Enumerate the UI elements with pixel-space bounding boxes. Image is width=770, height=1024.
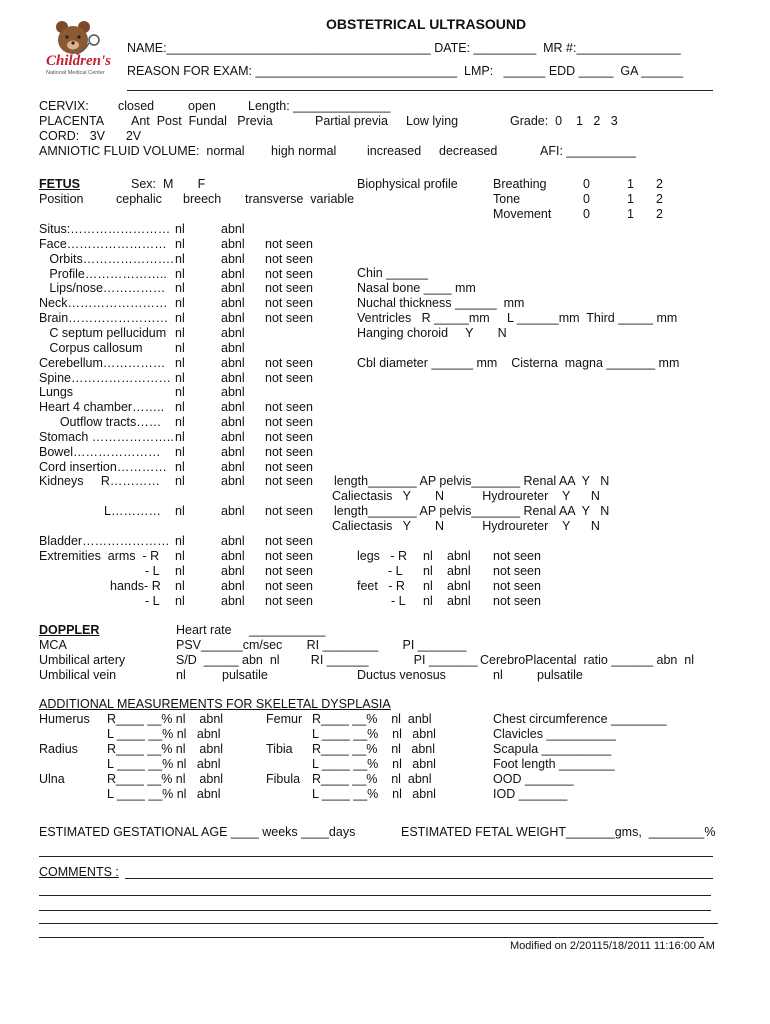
anatomy-not-seen-option[interactable]: not seen bbox=[265, 549, 313, 563]
anatomy-abnl-option[interactable]: abnl bbox=[221, 281, 245, 296]
ductus-nl-option[interactable]: nl bbox=[493, 668, 503, 682]
right-kidney-length-field[interactable]: length_______ AP pelvis_______ Renal AA Y N bbox=[334, 474, 610, 488]
anatomy-abnl-option[interactable]: abnl bbox=[221, 474, 245, 489]
limb-not-seen-option[interactable]: not seen bbox=[493, 564, 541, 578]
anatomy-nl-option[interactable]: nl bbox=[175, 355, 185, 370]
bone-label: Radius bbox=[39, 742, 78, 756]
bone-measure-field[interactable]: L ____ __% nl abnl bbox=[312, 787, 436, 801]
anatomy-not-seen-option[interactable]: not seen bbox=[265, 459, 313, 474]
anatomy-abnl-option[interactable]: abnl bbox=[221, 444, 245, 459]
estimated-gestational-age-field[interactable]: ESTIMATED GESTATIONAL AGE ____ weeks ____days bbox=[39, 825, 356, 839]
placenta-label: PLACENTA bbox=[39, 114, 105, 128]
bpp-score-0[interactable]: 0 bbox=[583, 207, 590, 221]
anatomy-nl-option[interactable]: nl bbox=[175, 236, 185, 251]
bone-measure-field[interactable]: R____ __% nl anbl bbox=[312, 712, 432, 726]
fluid-increased-option[interactable]: increased bbox=[367, 144, 422, 158]
anatomy-nl-option[interactable]: nl bbox=[175, 594, 185, 608]
cervix-label: CERVIX: bbox=[39, 99, 89, 113]
anatomy-abnl-option[interactable]: abnl bbox=[221, 579, 245, 593]
anatomy-nl-option[interactable]: nl bbox=[175, 370, 185, 385]
limb-label: feet - R bbox=[357, 579, 405, 593]
hanging-choroid-field[interactable]: Hanging choroid Y N bbox=[357, 326, 507, 340]
fluid-high-normal-option[interactable]: high normal bbox=[271, 144, 337, 158]
anatomy-not-seen-option[interactable]: not seen bbox=[265, 251, 313, 266]
anatomy-nl-option[interactable]: nl bbox=[175, 251, 185, 266]
comments-line-2[interactable] bbox=[39, 895, 711, 896]
fluid-decreased-option[interactable]: decreased bbox=[439, 144, 498, 158]
skeletal-extra-field[interactable]: Chest circumference ________ bbox=[493, 712, 667, 726]
anatomy-not-seen-option[interactable]: not seen bbox=[265, 564, 313, 578]
anatomy-abnl-option[interactable]: abnl bbox=[221, 266, 245, 281]
limb-not-seen-option[interactable]: not seen bbox=[493, 579, 541, 593]
anatomy-row-label: Spine…………………… bbox=[39, 370, 171, 385]
logo-text: Children's bbox=[46, 53, 112, 69]
bone-label: Tibia bbox=[266, 742, 293, 756]
anatomy-row-label: Corpus callosum bbox=[39, 340, 143, 355]
limb-not-seen-option[interactable]: not seen bbox=[493, 594, 541, 608]
nasal-bone-field[interactable]: Nasal bone ____ mm bbox=[357, 281, 476, 295]
anatomy-row-label: hands- R bbox=[110, 579, 161, 593]
cervix-open-option[interactable]: open bbox=[188, 99, 216, 113]
divider-line bbox=[39, 856, 713, 857]
bpp-label-breathing: Breathing bbox=[493, 177, 547, 191]
anatomy-row-label: Lungs bbox=[39, 385, 74, 400]
anatomy-row-label: Stomach ……………….. bbox=[39, 429, 174, 444]
bpp-score-2[interactable]: 2 bbox=[656, 177, 663, 191]
mca-label: MCA bbox=[39, 638, 67, 652]
heart-rate-field[interactable]: Heart rate ___________ bbox=[176, 623, 326, 637]
comments-line-4[interactable] bbox=[39, 923, 718, 924]
ductus-venosus-label: Ductus venosus bbox=[357, 668, 446, 682]
anatomy-row-label: Neck…………………… bbox=[39, 296, 168, 311]
fetus-sex-options[interactable]: Sex: M F bbox=[131, 177, 206, 191]
estimated-fetal-weight-field[interactable]: ESTIMATED FETAL WEIGHT_______gms, ________% bbox=[401, 825, 716, 839]
skeletal-extra-field[interactable]: OOD _______ bbox=[493, 772, 574, 786]
anatomy-not-seen-option[interactable]: not seen bbox=[265, 355, 313, 370]
anatomy-row-label: Bladder………………… bbox=[39, 534, 170, 548]
bone-label: Humerus bbox=[39, 712, 90, 726]
page-title: OBSTETRICAL ULTRASOUND bbox=[326, 16, 527, 32]
bpp-score-2[interactable]: 2 bbox=[656, 207, 663, 221]
anatomy-nl-option[interactable]: nl bbox=[175, 340, 185, 355]
umbilical-vein-nl-option[interactable]: nl bbox=[176, 668, 186, 682]
anatomy-abnl-option[interactable]: abnl bbox=[221, 385, 245, 400]
anatomy-not-seen-option[interactable]: not seen bbox=[265, 400, 313, 415]
bone-measure-field[interactable]: L ____ __% nl abnl bbox=[107, 757, 221, 771]
anatomy-nl-option[interactable]: nl bbox=[175, 266, 185, 281]
anatomy-not-seen-option[interactable]: not seen bbox=[265, 579, 313, 593]
anatomy-row-label: Orbits…………………. bbox=[39, 251, 174, 266]
anatomy-row-label: Situs:…………………… bbox=[39, 222, 171, 236]
anatomy-not-seen-option[interactable]: not seen bbox=[265, 311, 313, 326]
anatomy-nl-option[interactable]: nl bbox=[175, 429, 185, 444]
header-row-reason-lmp[interactable]: REASON FOR EXAM: _____________________________ LMP: ______ EDD _____ GA ______ bbox=[127, 64, 683, 78]
cervix-length-field[interactable]: Length: ______________ bbox=[248, 99, 391, 113]
limb-label: legs - R bbox=[357, 549, 408, 563]
anatomy-nl-option[interactable]: nl bbox=[175, 296, 185, 311]
anatomy-abnl-option[interactable]: abnl bbox=[221, 340, 245, 355]
comments-label: COMMENTS : bbox=[39, 865, 119, 879]
limb-nl-option[interactable]: nl bbox=[423, 594, 433, 608]
cervix-closed-option[interactable]: closed bbox=[118, 99, 155, 113]
anatomy-row-label: Cerebellum…………… bbox=[39, 355, 166, 370]
placenta-partial-previa-option[interactable]: Partial previa bbox=[315, 114, 388, 128]
bone-measure-field[interactable]: R____ __% nl abnl bbox=[312, 742, 435, 756]
childrens-logo bbox=[40, 18, 114, 84]
anatomy-nl-option[interactable]: nl bbox=[175, 579, 185, 593]
anatomy-abnl-option[interactable]: abnl bbox=[221, 534, 245, 548]
anatomy-nl-option[interactable]: nl bbox=[175, 444, 185, 459]
anatomy-abnl-option[interactable]: abnl bbox=[221, 504, 245, 518]
bone-measure-field[interactable]: R____ __% nl abnl bbox=[312, 772, 432, 786]
bpp-label-movement: Movement bbox=[493, 207, 552, 221]
placenta-grade-options[interactable]: Grade: 0 1 2 3 bbox=[510, 114, 618, 128]
anatomy-abnl-option[interactable]: abnl bbox=[221, 355, 245, 370]
fetus-heading: FETUS bbox=[39, 177, 80, 191]
limb-label: - L bbox=[388, 564, 403, 578]
anatomy-row-label: Bowel………………… bbox=[39, 444, 161, 459]
anatomy-not-seen-option[interactable]: not seen bbox=[265, 504, 313, 518]
header-divider bbox=[127, 90, 713, 91]
anatomy-nl-option[interactable]: nl bbox=[175, 534, 185, 548]
bpp-score-0[interactable]: 0 bbox=[583, 177, 590, 191]
skeletal-extra-field[interactable]: Foot length ________ bbox=[493, 757, 615, 771]
cerebellar-diameter-field[interactable]: Cbl diameter ______ mm Cisterna magna _______ mm bbox=[357, 356, 680, 370]
skeletal-extra-field[interactable]: IOD _______ bbox=[493, 787, 568, 801]
bone-measure-field[interactable]: L ____ __% nl abnl bbox=[312, 727, 436, 741]
limb-not-seen-option[interactable]: not seen bbox=[493, 549, 541, 563]
limb-abnl-option[interactable]: abnl bbox=[447, 579, 471, 593]
anatomy-abnl-option[interactable]: abnl bbox=[221, 429, 245, 444]
anatomy-nl-option[interactable]: nl bbox=[175, 549, 185, 563]
skeletal-extra-field[interactable]: Clavicles __________ bbox=[493, 727, 617, 741]
nuchal-thickness-field[interactable]: Nuchal thickness ______ mm bbox=[357, 296, 525, 310]
bpp-score-1[interactable]: 1 bbox=[627, 192, 634, 206]
anatomy-row-label: C septum pellucidum bbox=[39, 325, 167, 340]
left-kidney-caliectasis-field[interactable]: Caliectasis Y N Hydroureter Y N bbox=[332, 519, 600, 533]
anatomy-not-seen-option[interactable]: not seen bbox=[265, 296, 313, 311]
afi-field[interactable]: AFI: __________ bbox=[540, 144, 636, 158]
placenta-location-options[interactable]: Ant Post Fundal Previa bbox=[131, 114, 273, 128]
amniotic-fluid-label[interactable]: AMNIOTIC FLUID VOLUME: normal bbox=[39, 144, 245, 158]
anatomy-row-label: L………… bbox=[104, 504, 161, 518]
position-label: Position bbox=[39, 192, 84, 206]
anatomy-row-label: Face…………………… bbox=[39, 236, 167, 251]
anatomy-nl-option[interactable]: nl bbox=[175, 474, 185, 489]
anatomy-abnl-option[interactable]: abnl bbox=[221, 549, 245, 563]
anatomy-row-label: Profile……………….. bbox=[39, 266, 167, 281]
anatomy-abnl-option[interactable]: abnl bbox=[221, 236, 245, 251]
bone-measure-field[interactable]: R____ __% nl abnl bbox=[107, 772, 224, 786]
anatomy-nl-option[interactable]: nl bbox=[175, 281, 185, 296]
limb-nl-option[interactable]: nl bbox=[423, 579, 433, 593]
anatomy-row-label: Cord insertion………… bbox=[39, 459, 167, 474]
anatomy-not-seen-option[interactable]: not seen bbox=[265, 370, 313, 385]
anatomy-abnl-option[interactable]: abnl bbox=[221, 564, 245, 578]
umbilical-artery-label: Umbilical artery bbox=[39, 653, 126, 667]
anatomy-not-seen-option[interactable]: not seen bbox=[265, 236, 313, 251]
anatomy-nl-option[interactable]: nl bbox=[175, 459, 185, 474]
position-cephalic-option[interactable]: cephalic bbox=[116, 192, 162, 206]
anatomy-nl-option[interactable]: nl bbox=[175, 385, 185, 400]
chin-field[interactable]: Chin ______ bbox=[357, 266, 428, 280]
anatomy-row-label: - L bbox=[145, 564, 160, 578]
bpp-score-0[interactable]: 0 bbox=[583, 192, 590, 206]
anatomy-abnl-option[interactable]: abnl bbox=[221, 400, 245, 415]
anatomy-nl-option[interactable]: nl bbox=[175, 311, 185, 326]
anatomy-not-seen-option[interactable]: not seen bbox=[265, 266, 313, 281]
anatomy-row-label: - L bbox=[145, 594, 160, 608]
bone-label: Fibula bbox=[266, 772, 301, 786]
skeletal-dysplasia-heading: ADDITIONAL MEASUREMENTS FOR SKELETAL DYSPLASIA bbox=[39, 697, 391, 711]
mca-psv-ri-pi-fields[interactable]: PSV______cm/sec RI ________ PI _______ bbox=[176, 638, 467, 652]
header-row-name-date-mr[interactable]: NAME:______________________________________ DATE: _________ MR #:_______________ bbox=[127, 41, 681, 55]
anatomy-row-label: Heart 4 chamber…….. bbox=[39, 400, 165, 415]
limb-label: - L bbox=[391, 594, 406, 608]
biophysical-profile-label: Biophysical profile bbox=[357, 177, 458, 191]
anatomy-nl-option[interactable]: nl bbox=[175, 222, 185, 236]
anatomy-abnl-option[interactable]: abnl bbox=[221, 415, 245, 430]
cerebroplacental-ratio-field[interactable]: CerebroPlacental ratio ______ abn nl bbox=[480, 653, 695, 667]
skeletal-extra-field[interactable]: Scapula __________ bbox=[493, 742, 612, 756]
anatomy-nl-option[interactable]: nl bbox=[175, 400, 185, 415]
anatomy-nl-option[interactable]: nl bbox=[175, 415, 185, 430]
anatomy-not-seen-option[interactable]: not seen bbox=[265, 415, 313, 430]
position-breech-option[interactable]: breech bbox=[183, 192, 222, 206]
bpp-label-tone: Tone bbox=[493, 192, 521, 206]
anatomy-row-label: Extremities arms - R bbox=[39, 549, 160, 563]
anatomy-row-label: Brain…………………… bbox=[39, 311, 169, 326]
position-transverse-variable-options[interactable]: transverse variable bbox=[245, 192, 355, 206]
limb-abnl-option[interactable]: abnl bbox=[447, 594, 471, 608]
anatomy-not-seen-option[interactable]: not seen bbox=[265, 534, 313, 548]
bpp-score-1[interactable]: 1 bbox=[627, 207, 634, 221]
anatomy-not-seen-option[interactable]: not seen bbox=[265, 594, 313, 608]
comments-line-1[interactable] bbox=[125, 878, 713, 879]
bpp-score-1[interactable]: 1 bbox=[627, 177, 634, 191]
umbilical-vein-pulsatile-option[interactable]: pulsatile bbox=[222, 668, 268, 682]
anatomy-nl-option[interactable]: nl bbox=[175, 325, 185, 340]
limb-nl-option[interactable]: nl bbox=[423, 549, 433, 563]
ventricles-field[interactable]: Ventricles R _____mm L ______mm Third _____ mm bbox=[357, 311, 678, 325]
bone-measure-field[interactable]: L ____ __% nl abnl bbox=[312, 757, 436, 771]
anatomy-row-label: Lips/nose…………… bbox=[39, 281, 166, 296]
anatomy-abnl-option[interactable]: abnl bbox=[221, 222, 245, 236]
anatomy-abnl-option[interactable]: abnl bbox=[221, 459, 245, 474]
left-kidney-length-field[interactable]: length_______ AP pelvis_______ Renal AA Y N bbox=[334, 504, 610, 518]
doppler-heading: DOPPLER bbox=[39, 623, 100, 637]
anatomy-nl-option[interactable]: nl bbox=[175, 564, 185, 578]
anatomy-abnl-option[interactable]: abnl bbox=[221, 296, 245, 311]
bpp-score-2[interactable]: 2 bbox=[656, 192, 663, 206]
limb-abnl-option[interactable]: abnl bbox=[447, 549, 471, 563]
anatomy-nl-option[interactable]: nl bbox=[175, 504, 185, 518]
bone-measure-field[interactable]: L ____ __% nl abnl bbox=[107, 787, 221, 801]
limb-abnl-option[interactable]: abnl bbox=[447, 564, 471, 578]
bone-label: Femur bbox=[266, 712, 303, 726]
logo-subtext: National Medical Center bbox=[46, 70, 105, 76]
anatomy-not-seen-option[interactable]: not seen bbox=[265, 474, 313, 489]
anatomy-abnl-option[interactable]: abnl bbox=[221, 370, 245, 385]
bone-measure-field[interactable]: L ____ __% nl abnl bbox=[107, 727, 221, 741]
ductus-pulsatile-option[interactable]: pulsatile bbox=[537, 668, 583, 682]
bone-measure-field[interactable]: R____ __% nl abnl bbox=[107, 742, 224, 756]
cord-vessels[interactable]: CORD: 3V 2V bbox=[39, 129, 142, 143]
anatomy-row-label: Outflow tracts…… bbox=[39, 415, 162, 430]
anatomy-not-seen-option[interactable]: not seen bbox=[265, 429, 313, 444]
anatomy-not-seen-option[interactable]: not seen bbox=[265, 281, 313, 296]
anatomy-abnl-option[interactable]: abnl bbox=[221, 251, 245, 266]
comments-line-5[interactable] bbox=[39, 937, 704, 938]
limb-nl-option[interactable]: nl bbox=[423, 564, 433, 578]
anatomy-row-label: Kidneys R………… bbox=[39, 474, 160, 489]
comments-line-3[interactable] bbox=[39, 910, 711, 911]
anatomy-not-seen-option[interactable]: not seen bbox=[265, 444, 313, 459]
modified-timestamp: Modified on 2/20115/18/2011 11:16:00 AM bbox=[510, 940, 715, 952]
placenta-low-lying-option[interactable]: Low lying bbox=[406, 114, 459, 128]
anatomy-abnl-option[interactable]: abnl bbox=[221, 311, 245, 326]
anatomy-abnl-option[interactable]: abnl bbox=[221, 325, 245, 340]
bone-measure-field[interactable]: R____ __% nl abnl bbox=[107, 712, 224, 726]
right-kidney-caliectasis-field[interactable]: Caliectasis Y N Hydroureter Y N bbox=[332, 489, 600, 503]
umbilical-vein-label: Umbilical vein bbox=[39, 668, 117, 682]
umbilical-artery-fields[interactable]: S/D _____ abn nl RI ______ PI _______ bbox=[176, 653, 478, 667]
bone-label: Ulna bbox=[39, 772, 65, 786]
anatomy-abnl-option[interactable]: abnl bbox=[221, 594, 245, 608]
